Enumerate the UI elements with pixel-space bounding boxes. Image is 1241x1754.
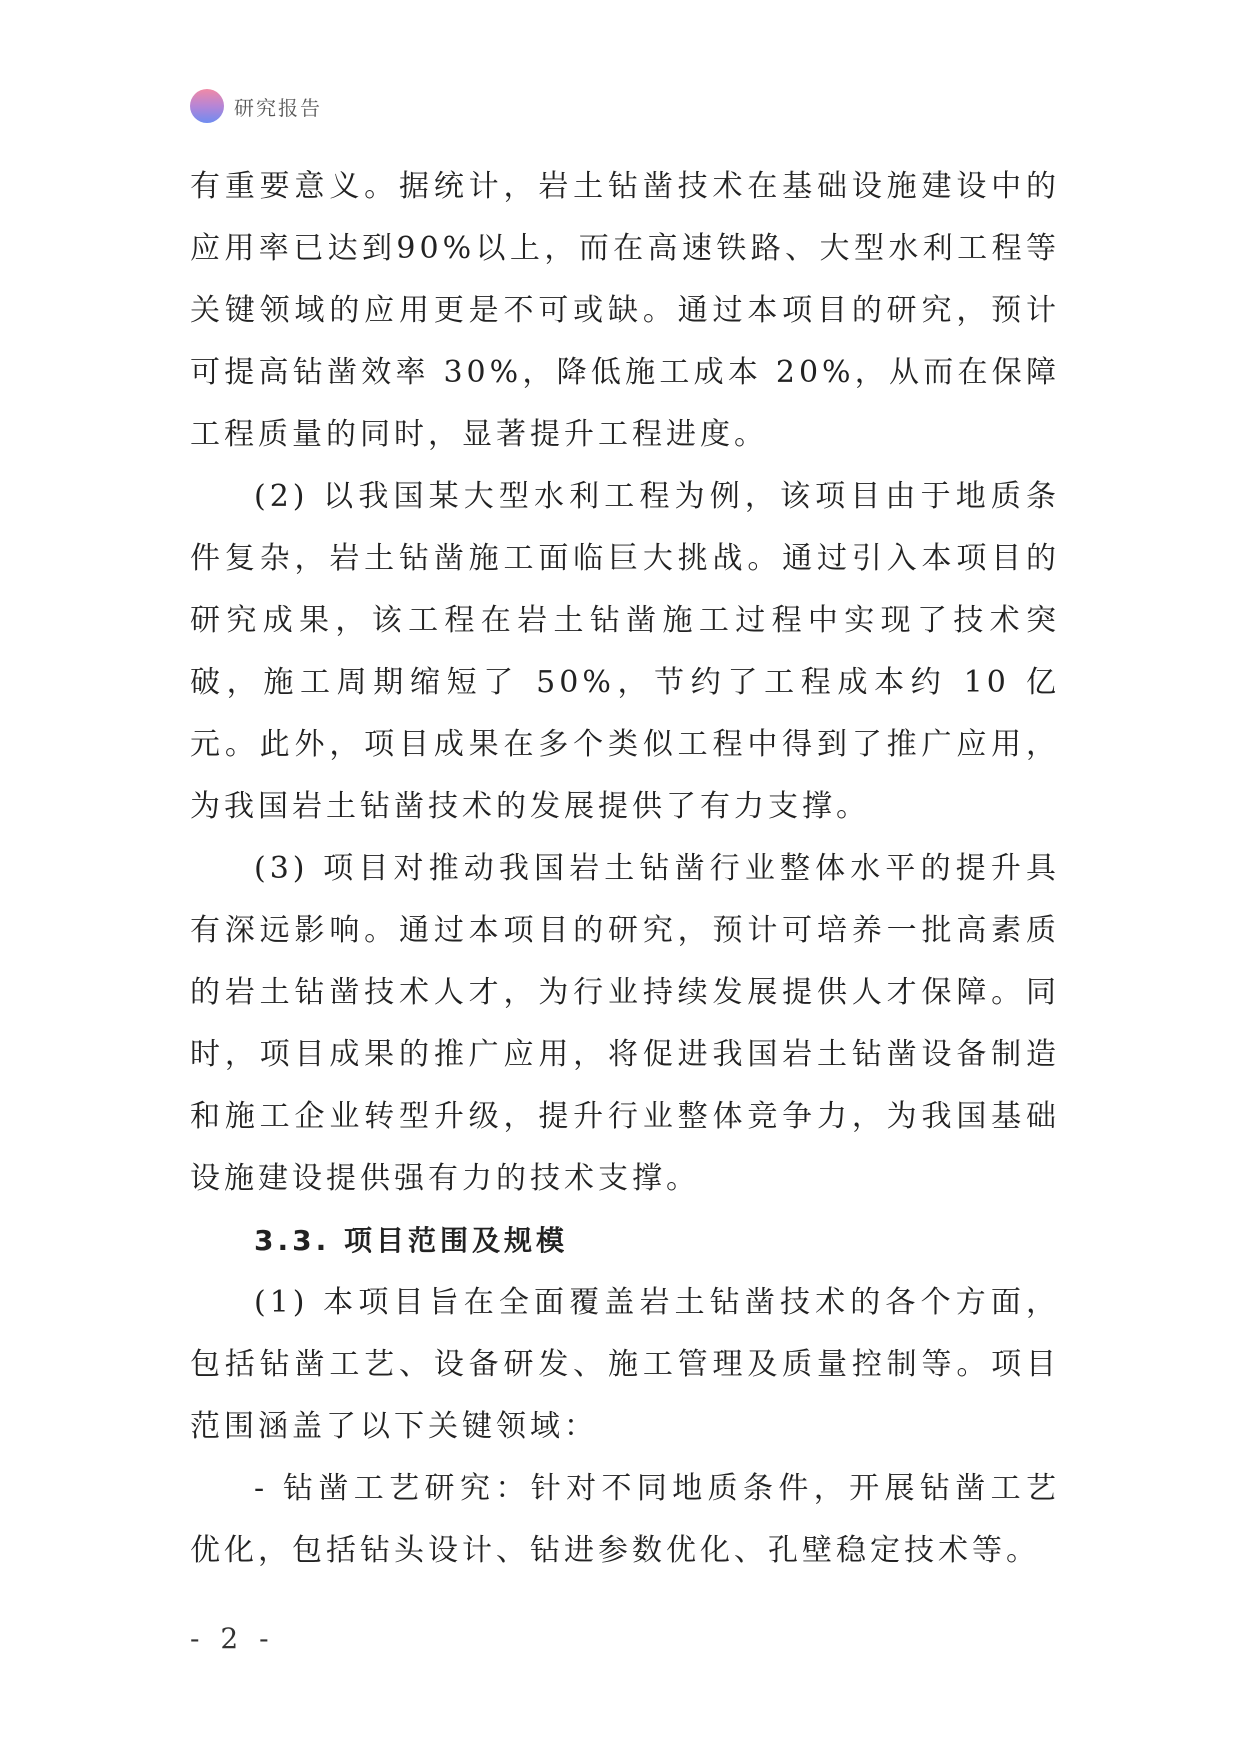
body-paragraph-1: 有重要意义。据统计，岩土钻凿技术在基础设施建设中的应用率已达到90%以上，而在高速铁路、大型水利工程等关键领域的应用更是不可或缺。通过本项目的研究，预计可提高钻凿效率 30%，降低施工成本 20%，从而在保障工程质量的同时，显著提升工程进度。 xyxy=(190,169,1060,452)
body-paragraph-2: (2) 以我国某大型水利工程为例，该项目由于地质条件复杂，岩土钻凿施工面临巨大挑战。通过引入本项目的研究成果，该工程在岩土钻凿施工过程中实现了技术突破，施工周期缩短了 50%，节约了工程成本约 10 亿元。此外，项目成果在多个类似工程中得到了推广应用，为我国岩土钻凿技术的发展提供了有力支撑。 xyxy=(190,479,1060,824)
section-paragraph-1: (1) 本项目旨在全面覆盖岩土钻凿技术的各个方面，包括钻凿工艺、设备研发、施工管理及质量控制等。项目范围涵盖了以下关键领域： xyxy=(190,1285,1060,1444)
section-paragraph-2: - 钻凿工艺研究：针对不同地质条件，开展钻凿工艺优化，包括钻头设计、钻进参数优化、孔壁稳定技术等。 xyxy=(190,1471,1060,1568)
header-title: 研究报告 xyxy=(234,95,322,120)
body-paragraph-3: (3) 项目对推动我国岩土钻凿行业整体水平的提升具有深远影响。通过本项目的研究，预计可培养一批高素质的岩土钻凿技术人才，为行业持续发展提供人才保障。同时，项目成果的推广应用，将促进我国岩土钻凿设备制造和施工企业转型升级，提升行业整体竞争力，为我国基础设施建设提供强有力的技术支撑。 xyxy=(190,851,1060,1196)
page-number: - 2 - xyxy=(190,1622,275,1655)
logo-circle-icon xyxy=(190,89,224,123)
section-heading: 3.3. 项目范围及规模 xyxy=(254,1224,568,1257)
page-header xyxy=(190,88,322,124)
document-body xyxy=(190,156,1060,1582)
